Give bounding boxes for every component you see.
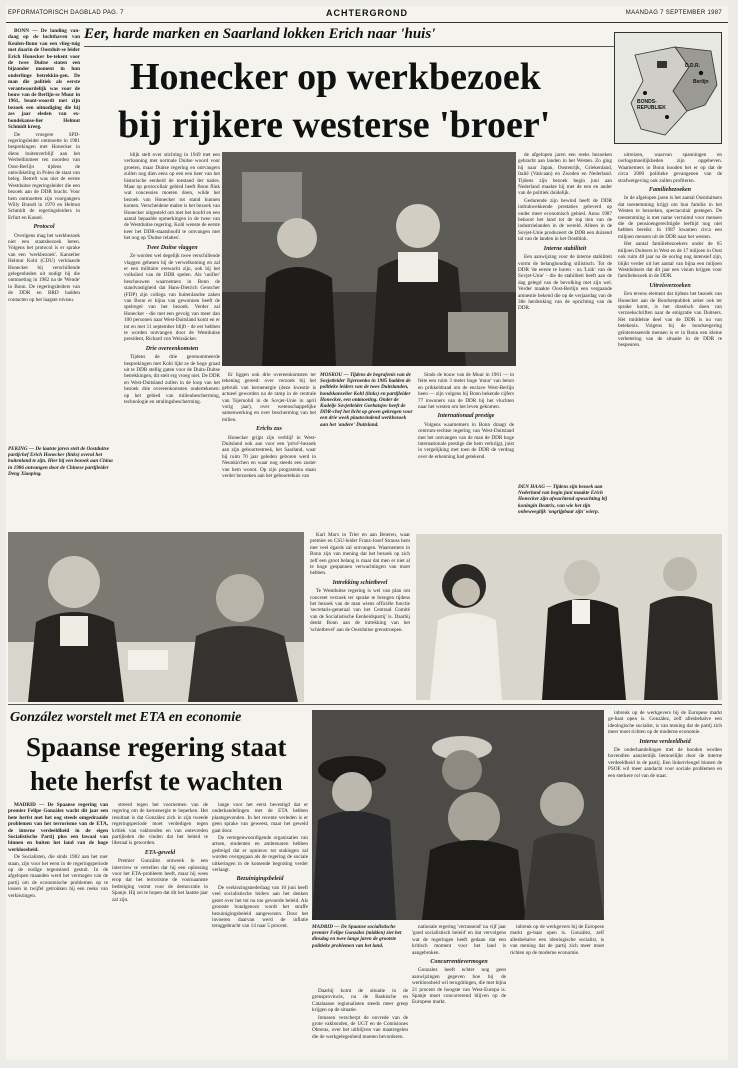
subhead-internationaal-prestige: Internationaal prestige [437, 413, 495, 420]
bottom-body-7: Daarbij komt de situatie in de grensprovincie, nu de Baskische en Catalaanse regionalisten steeds meer greep krijgen op de situatie. [312, 988, 408, 1014]
bottom-intro: MADRID — De Spaanse regering van premier Felipe González wacht dit jaar een hete herfst met het oog steeds omgedraaide problemen van het terrorisme van de ETA, de interne verdeeldheid in de eigen Socialistische Partij plus een lawaai van binnen en buiten het land van de hoge werkloosheid. [8, 802, 108, 853]
top-headline-line-1: Honecker op werkbezoek [130, 56, 541, 98]
bottom-body-4: lange voor het eerst bevestigd dat er onderhandelingen met de ETA hebben plaatsgevonden. In het recente verleden is er geen sprake van geweest, maar het geweld gaat door. [212, 802, 308, 834]
top-body-7: Honecker grijpt zijn verblijf in West-Duitsland ook aan voor een 'privé'-bezoek aan zijn geboortestreek, het Saarland, waar hij ruim 70 jaar geleden geboren werd in Neunkirchen en waar nog steeds een zuster van hem woont. Op zijn programma staan verder bezoeken aan het geboortehuis van [222, 434, 316, 480]
top-body-11: Volgens waarnemers in Bonn draagt de centrum-rechtse regering van West-Duitsland met het ontvangen van de man de DDR hoge internationale prestige die hem verkrijgt, juist in vergelijking met toen de DDR de verdrag over de erkenning had getekend. [418, 421, 514, 460]
top-body-17: In de afgelopen jaren is het aantal Oostduitsers dat toestemming krijgt om hun familie in het Westen te bezoeken, spectaculair gestegen. De toestemming is met name verruimd voor mensen die de pensioengerechtigde leeftijd nog niet hebben bereikt. In 1987 kwamen circa een miljoen mensen uit de DDR naar het westen. [618, 195, 722, 240]
section-divider [8, 704, 722, 705]
subhead-twee-duitse-vlaggen: Twee Duitse vlaggen [146, 244, 198, 251]
bottom-body-8: Intussen verscherpt de onvrede van de grote vakbonden, de UGT en de Comisiones Obreras, over het uitblijven van maatregelen die de werkgelegenheid moeten bevorderen. [312, 1014, 408, 1040]
bottom-body-11: inbreuk op de werkgevers bij de Europese markt ge-baat open is. González, zelf allesbehalve een ideologische socialist, is van mening dat de partij zich meer moet richten op de moderne economie. [510, 924, 604, 956]
top-column-2 [124, 152, 220, 476]
subhead-drie-overeenkomsten: Drie overeenkomsten [145, 345, 199, 352]
caption-moskou: MOSKOU — Tijdens de begrafenis van de Sovjetleider Tsjernenko in 1985 hadden de politieke leiders van de twee Duitslanden, bondskanselier Kohl (links) en partijleider Honecker, een ontmoeting. Onder de Kudelje Sovjetleider Gorbatsjov heeft de DDR-chef het licht op groen gekregen voor een drie week plaatsvindend werkbezoek aan het 'andere' Duitsland. [320, 372, 413, 428]
photo-den-haag [416, 534, 722, 700]
top-body-18: Het aantal familiebezoekers onder de 65 miljoen Duitsers in West en de 17 miljoen in Oost ook ruim 40 jaar na de oorlog nog intensief zijn, blijkt verder uit het aantal van bijna een miljoen Westduitsers dat dit jaar een visum krijgen voor familiebezoek in de DDR. [618, 241, 722, 280]
bottom-column-4 [312, 988, 408, 1054]
top-column-7 [310, 532, 410, 702]
subhead-intrekking-schietbevel: Intrekking schietbevel [332, 579, 388, 586]
caption-madrid: MADRID — De Spaanse socialistische premier Felipe González (midden) ziet het dinsdag en twee lange jaren de grootste politieke problemen van het land. [312, 924, 402, 949]
subhead-eta-geweld: ETA-geweld [144, 849, 176, 856]
page-date: MAANDAG 7 SEPTEMBER 1987 [625, 10, 722, 16]
top-kicker: Eer, harde marken en Saarland lokken Erich naar 'huis' [84, 26, 436, 42]
photo-peking-image [8, 532, 304, 702]
top-body-5: Tijdens de drie gerenommeerde besprekingen met Kohl lijkt ze de hoge graad uit te DDR stellig gaten voor de Duits-Duitse betrekkingen, dit stelt erg vroeg niet. De DDR en West-Duitsland zullen in de loop van het bezoek drie overeenkomsten ondertekenen: op het gebied van milieubescherming, technologie en stralingsbescherming. [124, 354, 220, 406]
map-label-berlin: Berlijn [693, 79, 709, 85]
top-body-14: de afgelopen jaren een reeks bezoeken gebracht aan landen in het Westen. Zo ging hij naar Japan, Oostenrijk, Griekenland, Italië (Vaticaan) en Zweden en Nederland. Tijdens zijn bezoek begin juni aan Nederland maakte hij met de een en ander van de politiek duidelijk. [518, 152, 612, 197]
map-label-ddr: D.D.R. [685, 63, 700, 69]
photo-madrid [312, 710, 604, 920]
subhead-familiebezoeken: Familiebezoeken [649, 187, 691, 194]
photo-kohl-honecker [222, 152, 516, 366]
photo-madrid-image [312, 710, 604, 920]
subhead-concurrentievermogen: Concurrentievermogen [430, 959, 488, 966]
bottom-headline-line-1: Spaanse regering staat [26, 732, 287, 762]
top-column-3 [222, 372, 316, 528]
top-body-16: uitreizen, waarvan spanningen en oorlogsmoeilijkheden zijn opgeheven. Waarnemers in Bonn houden het er op dat de circa 2000 politieke gevangenen van de strafwetgeving ook zullen profiteren. [618, 152, 722, 184]
bottom-body-6: De verkiezingsnederlaag van 10 juni heeft veel socialistische leiders aan het denken gezet over het tot nu toe gevoerde beleid. Als grootste bondgenoot wordt het straffe bezuinigingsbeleid aangewezen. Door het invoeren daarvan werd de inflatie teruggebracht van 14 naar 5 procent. [212, 884, 308, 930]
map-label-brd: BONDS- REPUBLIEK [637, 99, 666, 111]
bottom-body-2: streerd tegen het voornemen van de regering om de kernenergie te beperken. Het resultaat is dat González zich in zijn tweede regeringsperiode moet verdedigen tegen kritiek van vakbonden en van ontevreden partijleden die vinden dat het beleid te liberaal is geworden. [112, 802, 208, 847]
subhead-interne-stabiliteit: Interne stabiliteit [543, 245, 587, 252]
top-column-6 [618, 152, 722, 528]
top-body-13: Een aanwijzing voor de interne stabiliteit vormt de belanghouding stilistisch. Tot de DDR 'de eerste te horen - na 'Luik' van de Sovjet-Unie' - die de stabiliteit heeft aan de dag gelegd van de bevolking met zijn wel. Verder maakte Oost-Berlijn een vergaande amnestie bekend die op de verjaardag van de 38e herdenking van de oprichting van de DDR. [518, 254, 612, 312]
bottom-body-1: De Socialisten, die sinds 1982 aan het roer staan, zijn voor het eerst in de regeringsperiode op de nodige tegenstand gestuit. In de afgelopen maanden werd het vermogen van de partij om de economische problemen op te lossen in twijfel getrokken bij een reeks van verkiezingen. [8, 854, 108, 899]
subhead-bezuinigingsbeleid: Bezuinigingsbeleid [236, 876, 284, 883]
newspaper-page [6, 6, 728, 1060]
bottom-body-11-cont: inbreuk op de werkgevers bij de Europese markt ge-baat open is. González, zelf allesbehalve een ideologische socialist, is van mening dat de partij zich meer moet richten op de moderne economie. [608, 710, 722, 736]
bottom-body-5: De vertegenwoordigende organisaties van artsen, studenten en ambtenaren hebben gedreigd dat er opnieuw tot stakingen zal worden overgegaan als de regering de sociale uitkeringen in de komende begroting verder verlaagt. [212, 835, 308, 874]
bottom-column-2 [112, 802, 208, 1054]
top-body-19: Een tevens element dat tijdens het bezoek van Honecker aan de Bondsrepubliek zeker ook ter sprake komt, is het drastisch doen van verzoekschriften naar de emigratie van Duitsers. Het middelste deel van de DDR is nu van betekenis. Volgens bij de bondsregering geïnteresseerde mensen is er in Bonn een kleine verbetering van de situatie in de DDR te bespeuren. [618, 291, 722, 349]
bottom-body-3: Premier González ontweek in een interview te vertellen dat hij een oplossing voor het ETA-probleem heeft, maar hij wees erop dat het terrorisme de voornaamste bedreiging vormt voor de democratie in Spanje. Hij zei te hopen dat dit het laatste jaar zal zijn. [112, 858, 208, 903]
top-body-10: Sinds de bouw van de Muur in 1961 — in feite een ruim 3 meter hoge 'muur' van beton en prikkeldraad om de enclave West-Berlijn heen — zijn volgens bij Bonn bekende cijfers 77 inwoners van de DDR bij het vluchten naar het westen om het leven gekomen. [418, 372, 514, 411]
top-column-5 [518, 152, 612, 528]
bottom-body-12: De onderhandelingen met de bonden worden bovendien aanzienlijk bemoeilijkt door de interne verdeeldheid in de partij. Een linkervleugel binnen de PSOE wil meer aandacht voor sociale problemen en een sterkere rol van de staat. [608, 747, 722, 779]
top-body-1: De vroegere SPD-regeringsleider ontmoette in 1981 besprekingen met Honecker in diens buitenverblijf aan het Werbellinmeer ten noorden van Oost-Berlijn tijdens de ontwikkeling in Polen de staat van beleg. Betreft was niet de eerste Westduitse regeringsleider die een bezoek aan de DDR bracht. Voor hem ontmoetten zijn voorgangers Willy Brandt in 1970 en Helmut Schmidt de regeringsleiders in Erfurt en Kassel. [8, 131, 80, 221]
caption-peking: PEKING — De laatste jaren stelt de Oostduitse partijchef Erich Honecker (links) overal het buitenland te zijn. Hier bij een bezoek aan China in 1986 ontvangen door de Chinese partijleider Deng Xiaoping. [8, 446, 113, 477]
top-body-9: Te Westduitse regering is wel van plan om concreet verzoek ter sprake te brengen tijdens het bezoek van de man wiens officiële functie 'secretaris-generaal van het Centraal Comité van de Socialistische Eenheidspartij' is. Daarbij denkt Bonn aan de intrekking van het 'schietbevel' aan de Oostduitse grenstroepen. [310, 588, 410, 633]
germany-map [614, 32, 722, 144]
top-body-6: Er liggen ook drie overeenkomsten ter tekening gereed: over verzoek bij het gebruik van kernenergie (deze kwestie is actueel geworden na de ramp in de centrale van Tsjernobil in de Sovjet-Unie in april vorig jaar), over wetenschappelijke samenwerking en over bescherming van het milieu. [222, 372, 316, 423]
bottom-column-7 [608, 710, 722, 1054]
subhead-erichs-zus: Erichs zus [256, 426, 282, 433]
subhead-protocol: Protocol [33, 224, 55, 231]
page-header [6, 6, 728, 23]
bottom-column-1 [8, 802, 108, 1054]
top-intro: BONN — De landing van-daag op de luchthaven van Keulen-Bonn van een vlieg-tuig met daarin de Oostduit-se leider Erich Honecker be-tekent voor de twee Duitse staten een bijzonder moment in hun onderlinge betrekkin-gen. De man die politiek als eerste verantwoordelijk was voor de bouw van de Berlijn-se Muur in 1961, beant-woordt met zijn bezoek een uitnodiging die hij zes jaar eleden van ex-bondskanse-lier Helmut Schmidt kreeg. [8, 28, 80, 131]
caption-den-haag: DEN HAAG — Tijdens zijn bezoek aan Nederland van begin juni maakte Erich Honecker zijn afwachtend opwachting bij koningin Beatrix, van wie het zijn onbeweeglijk 'ongrijpbaar zijn' wierp. [518, 484, 608, 515]
top-headline-line-2: bij rijkere westerse 'broer' [118, 104, 551, 146]
photo-den-haag-image [416, 534, 722, 700]
paper-name: EPFORMATORISCH DAGBLAD PAG. 7 [8, 10, 124, 16]
top-body-3: blijk stelt over stichting in 1949 met een verbanning met normale Duitse woord voor groeten, maar Duitse regering en ontvangers zullen nog dien eens op een een heer van het historische eenheid de toestand der naties. Maar op protocollair gebied heeft Bonn flink wat concessies moeten doen, wilde het bezoek van Honecker tot stand kunnen komen. Verscheidene malen is het bezoek van Honecker uitgesteld om met het hoofd en een aantal bepaalde opmerkingen in de twee van de Westduitse regering. Kohl wenste de eerste keer het DDR-staatshoofd te ontvangen met het oog op 'Duitse relaties'. [124, 152, 220, 242]
top-body-8: Karl Marx in Trier en aan Beieren, waar premier en CSU-leider Franz-Josef Strauss hem met veel égards zal ontvangen. Waarnemers in Bonn zijn van mening dat het bezoek op zich zelf een groot belang is maar dat men er niet al te hoge gespannen verwachtingen van moet hebben. [310, 532, 410, 577]
top-kicker-rule [84, 46, 614, 47]
bottom-column-5 [412, 924, 506, 1054]
bottom-column-3 [212, 802, 308, 1054]
top-body-4: Ze worden wel degelijk twee verschillende vlaggen gehesen bij de verwelkoming en zal er een militaire erewacht zijn, ook bij het volkslied van de DDR spelen. Als 'unifier' beschouwen waarnemers in Bonn de standvastigheid dat Hans-Dietrich Genscher (FDP) zijn collega van buitenlandse zaken van Bonn er bijna van gewonnen heeft de spelregel van het bezoek. Verder zal Honecker - die met een gevolg van meer dan 100 personen naar West-Duitsland komt en er tot en met 11 september blijft - de eer hebben te worden ontvangen door de Westduitse president, Richard von Weizsäcker. [124, 253, 220, 343]
top-column-4 [418, 372, 514, 528]
photo-kohl-honecker-image [222, 152, 516, 366]
section-title: ACHTERGROND [326, 8, 408, 18]
subhead-interne-verdeeldheid: Interne verdeeldheid [639, 738, 691, 745]
subhead-uitreisverzoeken: Uitreisverzoeken [649, 282, 691, 289]
top-body-15: Gedurende zijn bewind heeft de DDR indrukwekkende prestaties geleverd op onder meer economisch gebied. Anno 1987 behoort het land tot de top tien van de industrielanden in de wereld. Alleen in de Sovjet-Unie produceert de DDR een duizend tal van de landen in het Oostblok. [518, 197, 612, 243]
bottom-column-6 [510, 924, 604, 1054]
bottom-kicker: González worstelt met ETA en economie [10, 710, 242, 725]
top-body-2: Overigens mag het werkbezoek niet een staatsbezoek heten. Volgens het protocol is er sprake van een 'werkbezoek'. Kanselier Helmut Kohl (CDU) verklaarde Honecker bij verschillende gelegenheden uit nodigt bij die ontmoeting in 1982 na de 'Wende' in Bonn. De regeringsleiders van de DDR en BRD hadden contacten op het laagste niveau. [8, 232, 80, 303]
bottom-headline-line-2: hete herfst te wachten [30, 766, 283, 796]
photo-peking [8, 532, 304, 702]
bottom-body-9: nationale regering 'verrassend' na vijf jaar 'goed socialistisch beleid' en dat vervolgens wat de regeringen heeft gedaan dat een kritisch moment voor het land is aangebroken. [412, 924, 506, 956]
top-column-1 [8, 28, 80, 373]
bottom-body-10: Gonzalez heeft echter nog geen aanwijzingen gegeven hoe hij de werkloosheid wil terugdringen, die met bijna 21 procent de hoogste van West-Europa is. Spanje moet concurrerend blijven op de Europese markt. [412, 967, 506, 1006]
map-drawing [615, 33, 721, 143]
